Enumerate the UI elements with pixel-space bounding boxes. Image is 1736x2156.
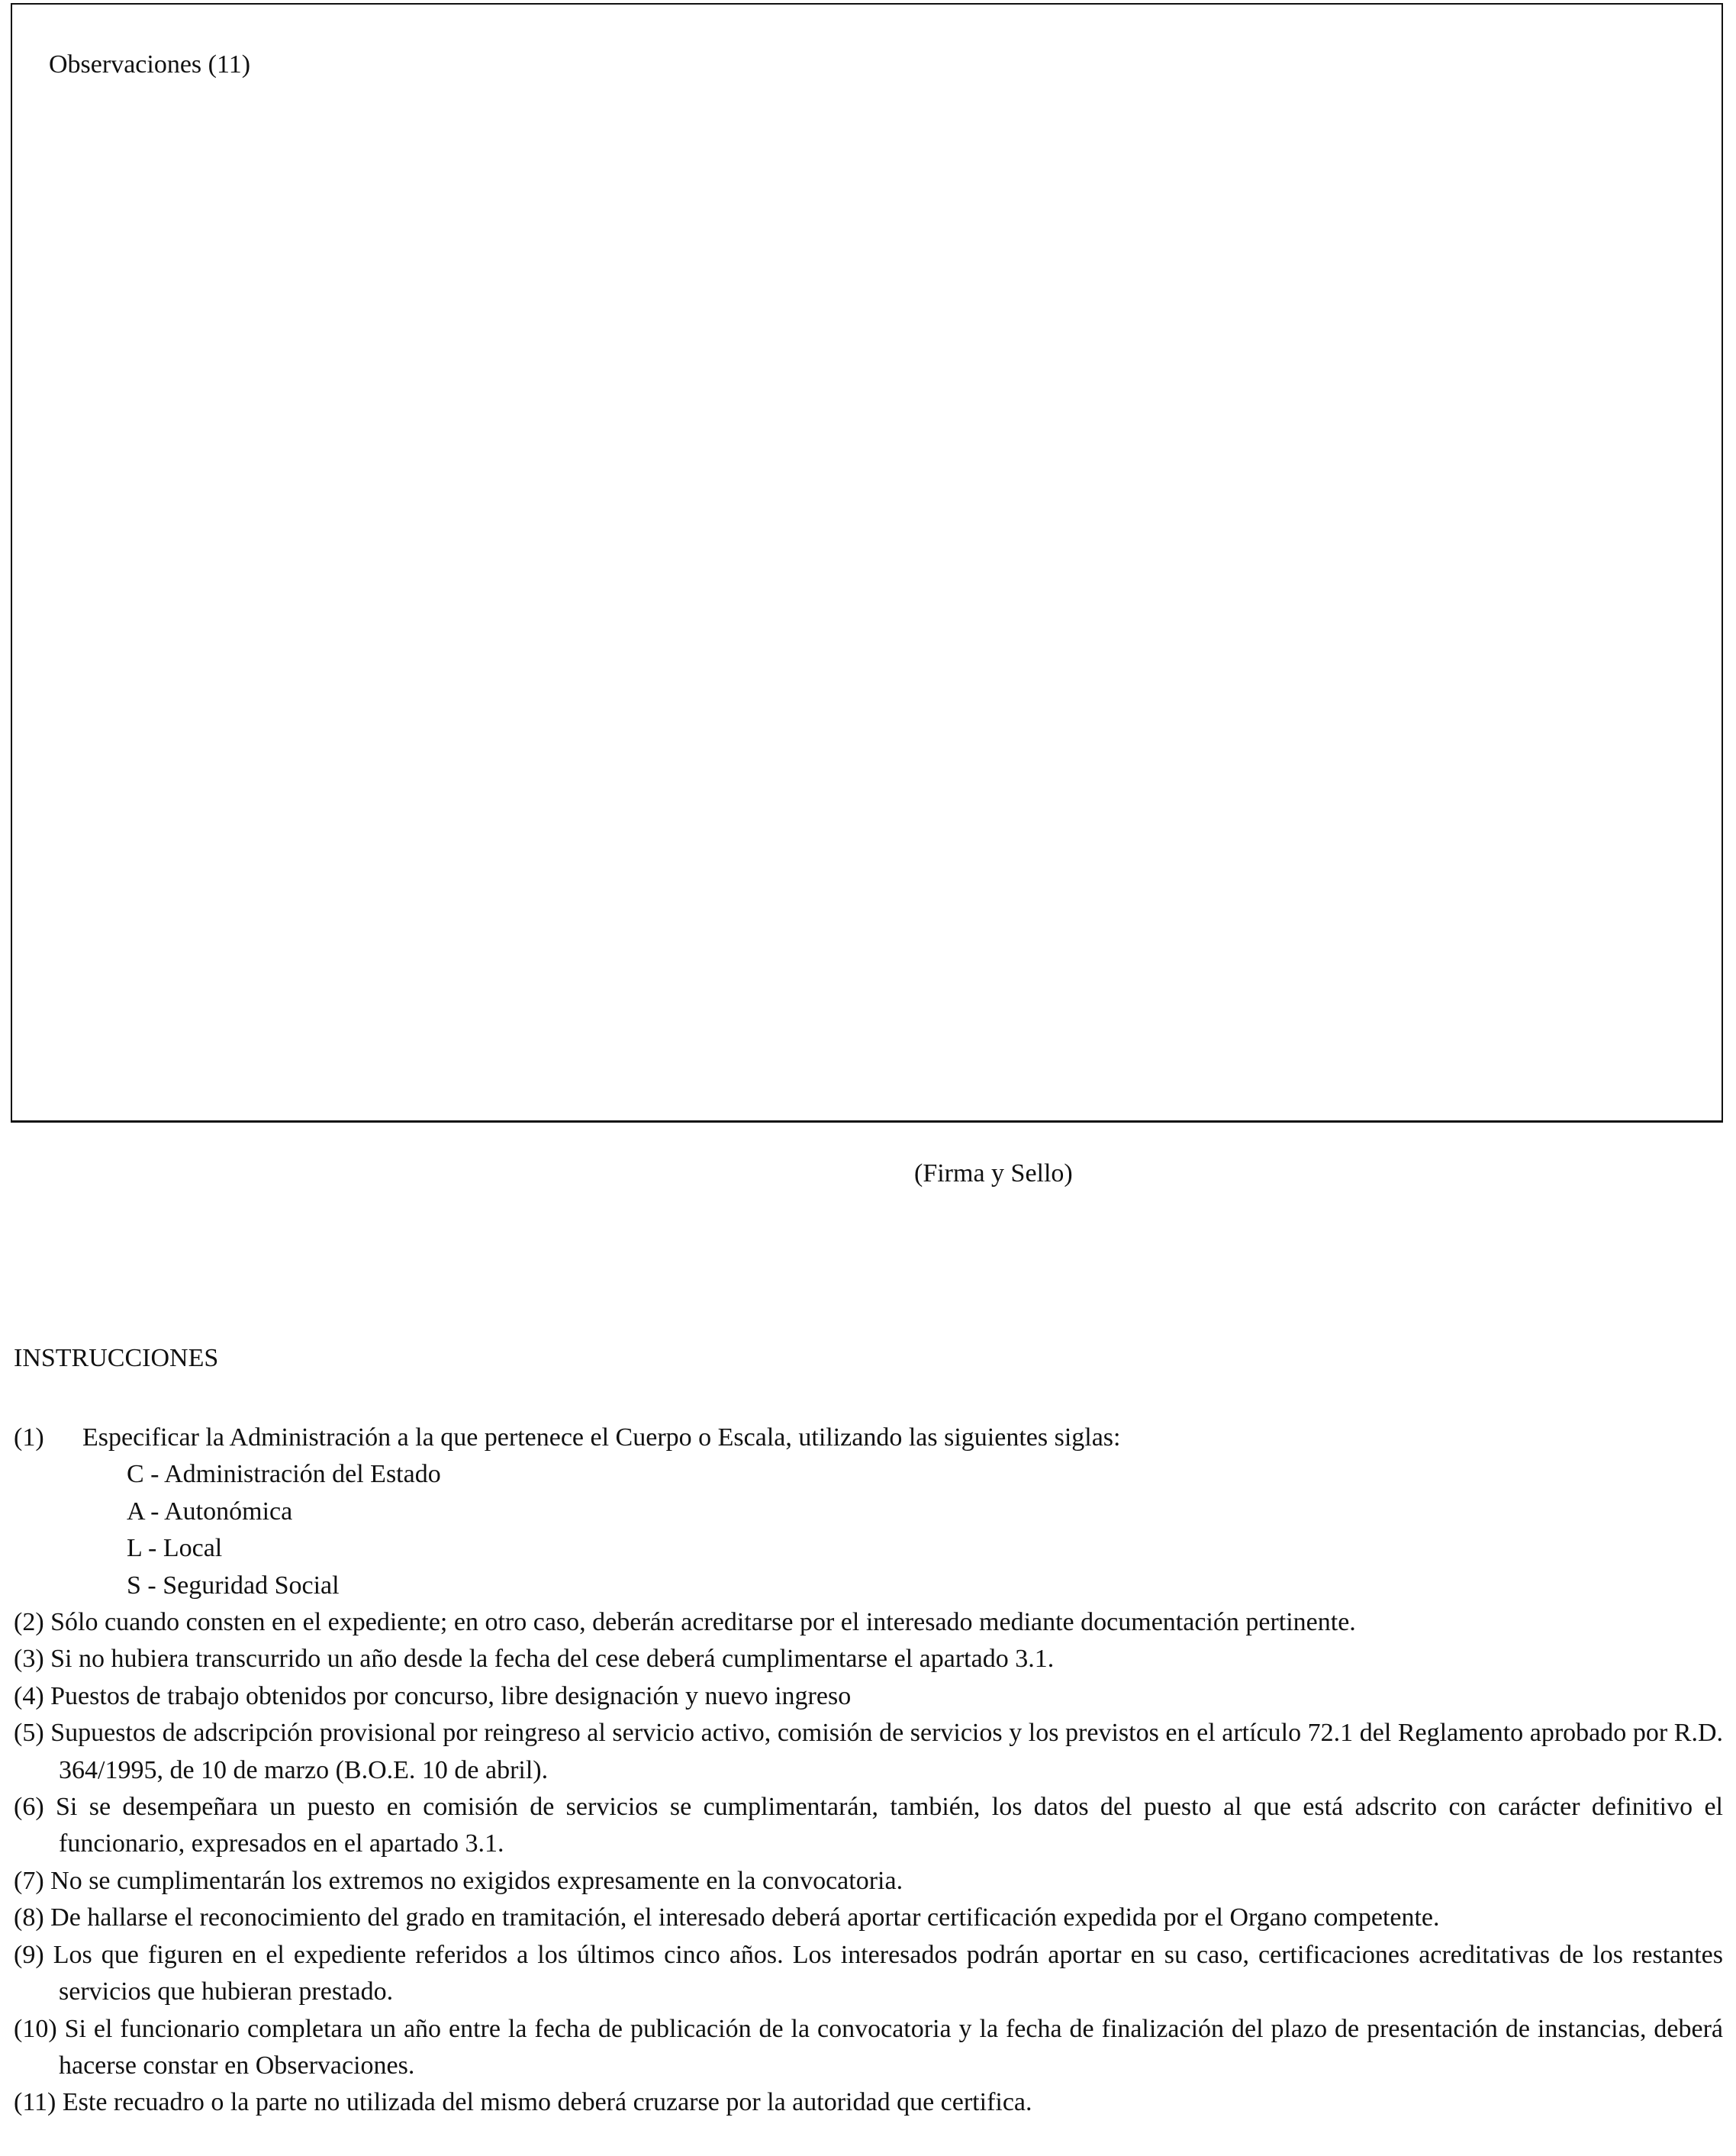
item-text: Especificar la Administración a la que pertenece el Cuerpo o Escala, utilizando las siguientes siglas: [82,1423,1121,1452]
instrucciones-list [14,1420,1723,2122]
instruction-item-7: (7) No se cumplimentarán los extremos no exigidos expresamente en la convocatoria. [14,1866,903,1895]
instruction-item-10: (10) Si el funcionario completara un año entre la fecha de publicación de la convocatoria y la fecha de finalización del plazo de presentación de instancias, deberá hacerse constar en Observaciones. [14,2014,1723,2080]
instruction-item-8: (8) De hallarse el reconocimiento del grado en tramitación, el interesado deberá aportar certificación expedida por el Organo competente. [14,1903,1440,1932]
observaciones-box [11,3,1723,1123]
instruction-item-5: (5) Supuestos de adscripción provisional por reingreso al servicio activo, comisión de servicios y los previstos en el artículo 72.1 del Reglamento aprobado por R.D. 364/1995, de 10 de marzo (B.O.E. 10 de abril). [14,1719,1723,1784]
firma-y-sello-label: (Firma y Sello) [914,1159,1073,1188]
item-number: (1) [14,1423,44,1452]
instruction-item-4: (4) Puestos de trabajo obtenidos por concurso, libre designación y nuevo ingreso [14,1681,852,1710]
instruction-item-6: (6) Si se desempeñara un puesto en comisión de servicios se cumplimentarán, también, los datos del puesto al que está adscrito con carácter definitivo el funcionario, expresados en el apartado 3.1. [14,1793,1723,1858]
instruction-item-9: (9) Los que figuren en el expediente referidos a los últimos cinco años. Los interesados podrán aportar en su caso, certificaciones acreditativas de los restantes servicios que hubieran prestado. [14,1940,1723,2006]
sigla-item: A - Autonómica [127,1497,293,1526]
sigla-item: S - Seguridad Social [127,1571,340,1600]
instruction-item-1 [14,1420,1723,1456]
sigla-item: L - Local [127,1534,223,1563]
sigla-item: C - Administración del Estado [127,1460,441,1489]
instruction-item-2: (2) Sólo cuando consten en el expediente; en otro caso, deberán acreditarse por el interesado mediante documentación pertinente. [14,1608,1356,1637]
instruction-item-11: (11) Este recuadro o la parte no utilizada del mismo deberá cruzarse por la autoridad que certifica. [14,2088,1032,2117]
instrucciones-title: INSTRUCCIONES [14,1344,219,1372]
observaciones-label: Observaciones (11) [49,50,251,79]
instruction-item-3: (3) Si no hubiera transcurrido un año desde la fecha del cese deberá cumplimentarse el apartado 3.1. [14,1645,1055,1674]
